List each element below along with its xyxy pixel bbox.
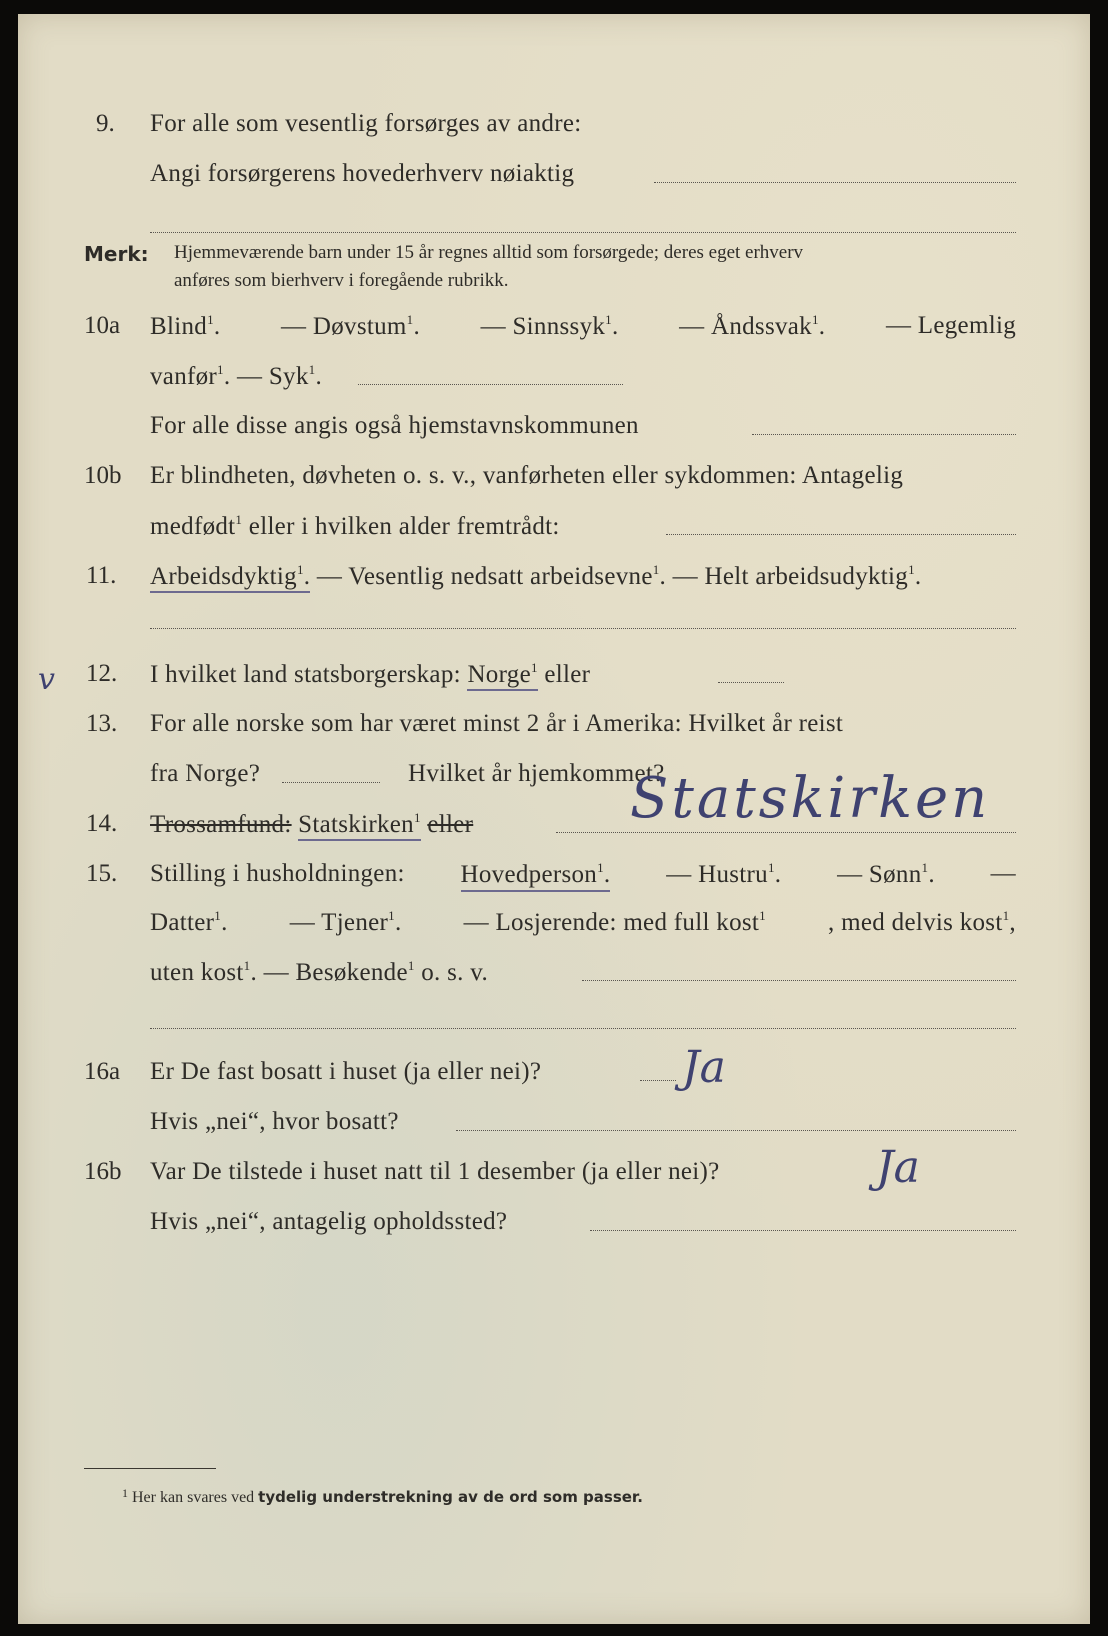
footnote: $^1$ Her kan svares ved tydelig understrekning av de ord som passer. bbox=[122, 1486, 643, 1506]
option-helt-udyktig[interactable]: — Helt arbeidsudyktig$^1$. bbox=[672, 562, 922, 590]
q16b-handwritten-answer: Ja bbox=[876, 1142, 920, 1193]
q10a-line2 bbox=[150, 362, 322, 391]
option-vanfor[interactable]: vanfør$^1$. bbox=[150, 362, 231, 390]
option-syk[interactable]: — Syk$^1$. bbox=[236, 362, 323, 390]
merk-line1: Hjemmeværende barn under 15 år regnes alltid som forsørgede; deres eget erhverv bbox=[174, 242, 804, 263]
q15-line2 bbox=[150, 908, 1016, 937]
footnote-divider bbox=[84, 1468, 216, 1469]
q9-answer-line[interactable] bbox=[654, 182, 1016, 183]
q16a-handwritten-answer: Ja bbox=[682, 1042, 726, 1093]
option-hustru[interactable]: — Hustru$^1$. bbox=[666, 860, 782, 888]
q15-number: 15. bbox=[86, 860, 118, 887]
q15-answer-line[interactable] bbox=[582, 980, 1016, 981]
q13-fra-line[interactable] bbox=[282, 782, 380, 783]
option-statskirken-selected[interactable]: Statskirken$^1$ bbox=[298, 811, 421, 841]
q16a-answer-line[interactable] bbox=[640, 1080, 676, 1081]
option-andssvak[interactable]: — Åndssvak$^1$. bbox=[679, 312, 826, 340]
q10b-number: 10b bbox=[84, 462, 122, 489]
option-datter[interactable]: Datter$^1$. bbox=[150, 908, 228, 936]
q13-fra-label: fra Norge? bbox=[150, 760, 261, 787]
option-sonn[interactable]: — Sønn$^1$. bbox=[837, 860, 935, 888]
q16b-line1: Var De tilstede i huset natt til 1 desember (ja eller nei)? bbox=[150, 1158, 720, 1185]
q10b-line2: medfødt$^1$ eller i hvilken alder fremtrådt: bbox=[150, 512, 560, 540]
option-arbeidsdyktig-selected[interactable]: Arbeidsdyktig$^1$. bbox=[150, 563, 310, 593]
q13-number: 13. bbox=[86, 710, 118, 737]
q12-number: 12. bbox=[86, 660, 118, 687]
q14-answer-line[interactable] bbox=[556, 832, 1016, 833]
q9-line1: For alle som vesentlig forsørges av andre: bbox=[150, 110, 582, 137]
q10a-number: 10a bbox=[84, 312, 121, 339]
q16a-number: 16a bbox=[84, 1058, 121, 1085]
q10a-line1 bbox=[150, 312, 1016, 341]
q11-line bbox=[150, 562, 921, 591]
q15-answer-line-2[interactable] bbox=[150, 1028, 1016, 1029]
option-blind[interactable]: Blind$^1$. bbox=[150, 312, 221, 340]
option-medfodt[interactable]: medfødt$^1$ bbox=[150, 512, 243, 540]
option-hovedperson-selected[interactable]: Hovedperson$^1$. bbox=[461, 860, 611, 892]
q10a-hjemstavn-line[interactable] bbox=[752, 434, 1016, 435]
q10a-line3: For alle disse angis også hjemstavnskommunen bbox=[150, 412, 639, 439]
merk-line2: anføres som bierhverv i foregående rubrikk. bbox=[174, 270, 509, 291]
q14-line: Trossamfund: Statskirken$^1$ eller bbox=[150, 810, 473, 839]
q13-hjem-label: Hvilket år hjemkommet? bbox=[408, 760, 665, 787]
q16a-line1: Er De fast bosatt i huset (ja eller nei)? bbox=[150, 1058, 542, 1085]
q12-line: I hvilket land statsborgerskap: Norge$^1$ eller bbox=[150, 660, 590, 689]
q16b-number: 16b bbox=[84, 1158, 122, 1185]
option-norge-selected[interactable]: Norge$^1$ bbox=[467, 661, 537, 691]
q9-number: 9. bbox=[96, 110, 115, 137]
option-delvis-kost[interactable]: , med delvis kost$^1$, bbox=[828, 908, 1016, 936]
option-tjener[interactable]: — Tjener$^1$. bbox=[289, 908, 402, 936]
q10b-line1: Er blindheten, døvheten o. s. v., vanførheten eller sykdommen: Antagelig bbox=[150, 462, 904, 489]
q16b-line2: Hvis „nei“, antagelig opholdssted? bbox=[150, 1208, 508, 1235]
q10b-answer-line[interactable] bbox=[666, 534, 1016, 535]
option-uten-kost[interactable]: uten kost$^1$. bbox=[150, 958, 258, 986]
q11-answer-line[interactable] bbox=[150, 628, 1016, 629]
census-form-page bbox=[18, 14, 1090, 1624]
option-besokende[interactable]: — Besøkende$^1$ bbox=[263, 958, 415, 986]
q9-answer-line-2[interactable] bbox=[150, 232, 1016, 233]
q15-line1: Stilling i husholdningen: Hovedperson$^1$. — Hustru$^1$. — Sønn$^1$. — bbox=[150, 860, 1016, 892]
q14-number: 14. bbox=[86, 810, 118, 837]
q15-line3: uten kost$^1$. — Besøkende$^1$ o. s. v. bbox=[150, 958, 488, 986]
q16a-line2: Hvis „nei“, hvor bosatt? bbox=[150, 1108, 399, 1135]
merk-label: Merk: bbox=[84, 242, 149, 266]
q14-handwritten-answer: Statskirken bbox=[630, 766, 991, 831]
q16a-bosatt-line[interactable] bbox=[456, 1130, 1016, 1131]
margin-check-mark: v bbox=[38, 662, 55, 697]
option-dovstum[interactable]: — Døvstum$^1$. bbox=[281, 312, 421, 340]
q9-line2: Angi forsørgerens hovederhverv nøiaktig bbox=[150, 160, 575, 187]
q16b-opholdssted-line[interactable] bbox=[590, 1230, 1016, 1231]
q13-line1: For alle norske som har været minst 2 år i Amerika: Hvilket år reist bbox=[150, 710, 844, 737]
option-legemlig[interactable]: — Legemlig bbox=[885, 312, 1016, 339]
q12-answer-line[interactable] bbox=[718, 682, 784, 683]
option-full-kost[interactable]: — Losjerende: med full kost$^1$ bbox=[463, 908, 766, 936]
q10a-answer-line[interactable] bbox=[358, 384, 623, 385]
option-vesentlig-nedsatt[interactable]: — Vesentlig nedsatt arbeidsevne$^1$. bbox=[316, 562, 667, 590]
q11-number: 11. bbox=[86, 562, 117, 589]
option-sinnssyk[interactable]: — Sinnssyk$^1$. bbox=[480, 312, 619, 340]
